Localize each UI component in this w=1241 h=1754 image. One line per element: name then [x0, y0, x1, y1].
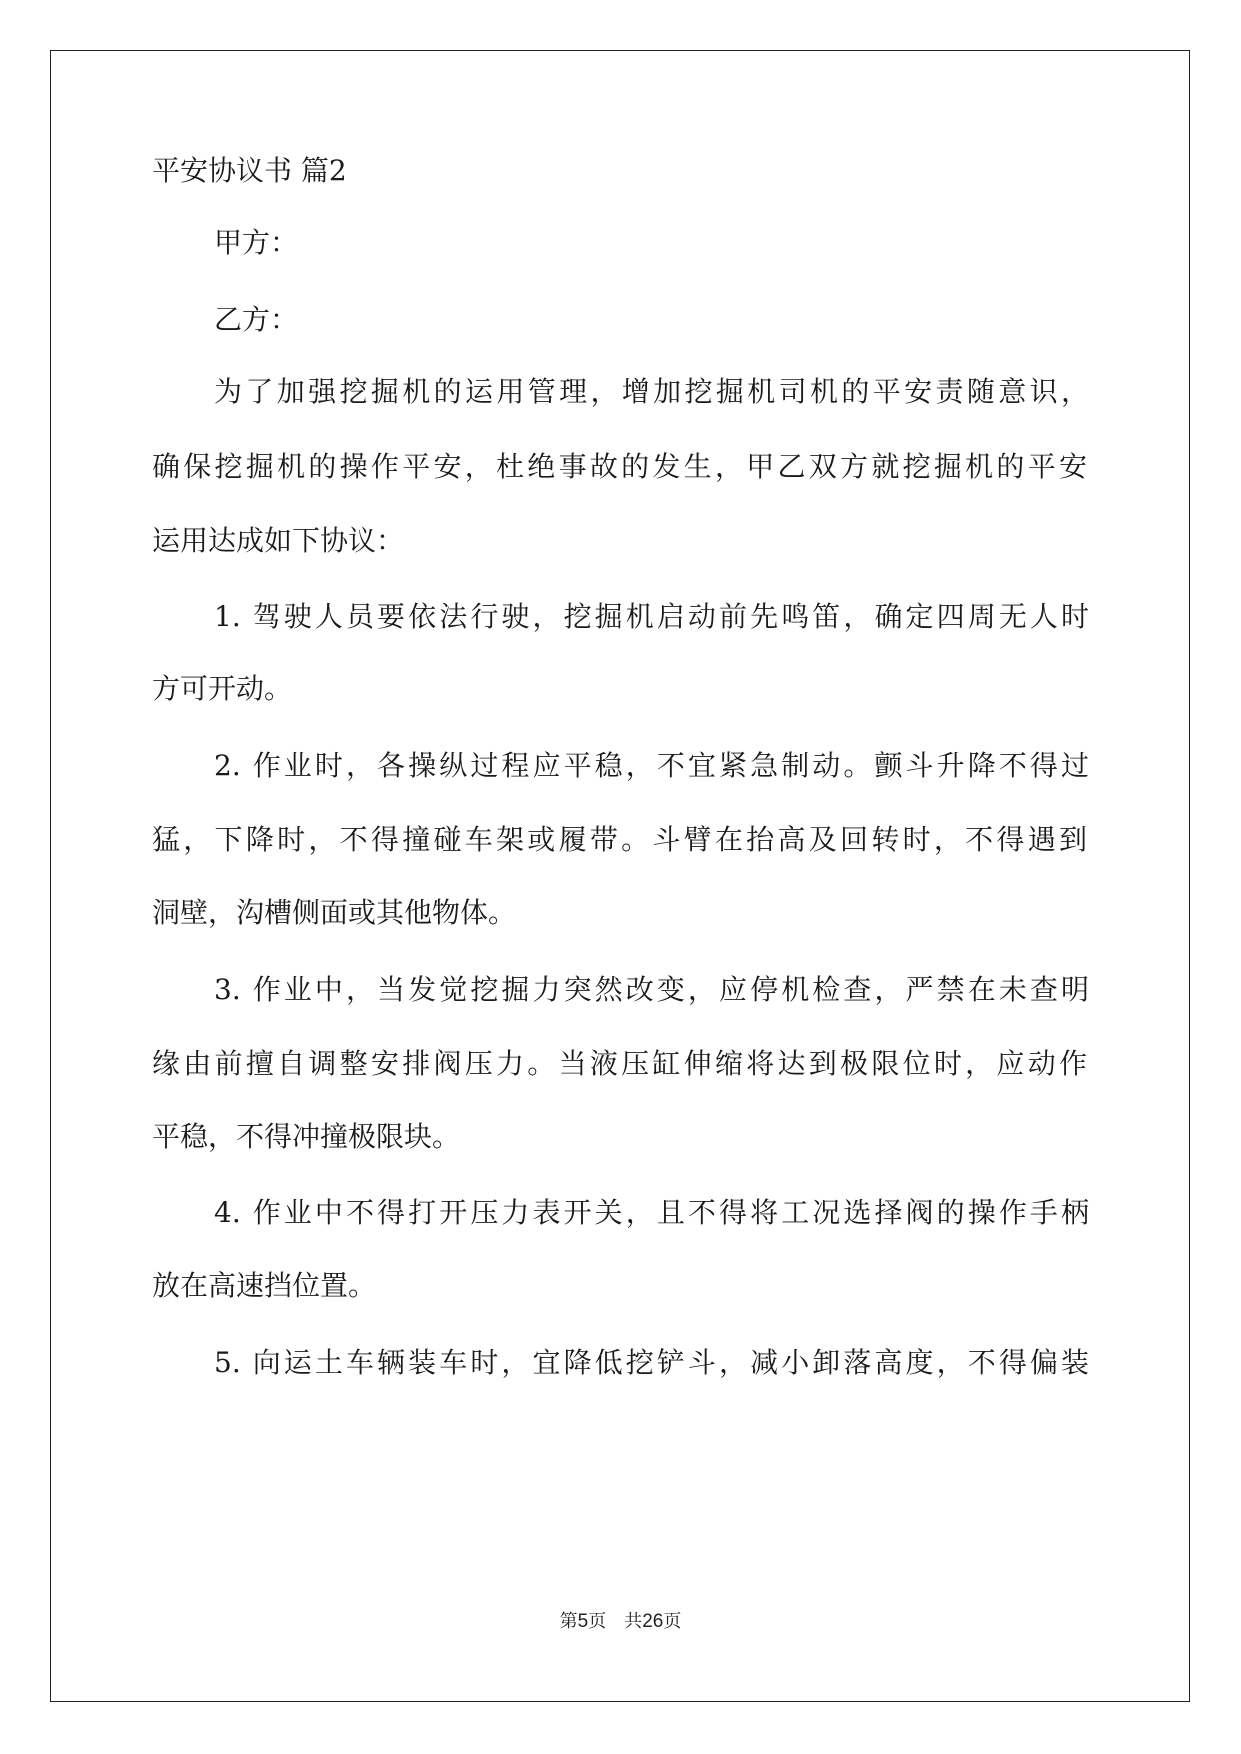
paragraph-line: 5. 向运土车辆装车时，宜降低挖铲斗，减小卸落高度，不得偏装: [214, 1346, 1089, 1379]
page-prefix: 第: [559, 1611, 578, 1632]
paragraph-line: 4. 作业中不得打开压力表开关，且不得将工况选择阀的操作手柄: [214, 1196, 1089, 1229]
paragraph-line: 洞壁，沟槽侧面或其他物体。: [152, 896, 517, 929]
page-footer: [0, 1610, 1241, 1634]
total-prefix: 共: [624, 1611, 643, 1632]
page-border: [50, 50, 1190, 1702]
page-current-number: 5: [577, 1611, 589, 1632]
paragraph-line: 运用达成如下协议：: [152, 524, 405, 557]
paragraph-line: 1. 驾驶人员要依法行驶，挖掘机启动前先鸣笛，确定四周无人时: [214, 600, 1089, 633]
page-total-number: 26: [642, 1611, 664, 1632]
paragraph-line: 确保挖掘机的操作平安，杜绝事故的发生，甲乙双方就挖掘机的平安: [152, 450, 1087, 483]
paragraph-line: 平稳，不得冲撞极限块。: [152, 1120, 461, 1153]
paragraph-line: 为了加强挖掘机的运用管理，增加挖掘机司机的平安责随意识，: [214, 375, 1089, 408]
total-unit: 页: [663, 1611, 682, 1632]
paragraph-line: 方可开动。: [152, 672, 293, 705]
paragraph-line: 2. 作业时，各操纵过程应平稳，不宜紧急制动。颤斗升降不得过: [214, 749, 1089, 782]
document-heading: 平安协议书 篇2: [152, 154, 347, 187]
paragraph-line: 3. 作业中，当发觉挖掘力突然改变，应停机检查，严禁在未查明: [214, 973, 1089, 1006]
paragraph-line: 放在高速挡位置。: [152, 1269, 377, 1302]
party-b-label: 乙方：: [214, 303, 299, 336]
party-a-label: 甲方：: [214, 226, 299, 259]
page-unit: 页: [588, 1611, 607, 1632]
paragraph-line: 猛，下降时，不得撞碰车架或履带。斗臂在抬高及回转时，不得遇到: [152, 823, 1087, 856]
paragraph-line: 缘由前擅自调整安排阀压力。当液压缸伸缩将达到极限位时，应动作: [152, 1047, 1087, 1080]
